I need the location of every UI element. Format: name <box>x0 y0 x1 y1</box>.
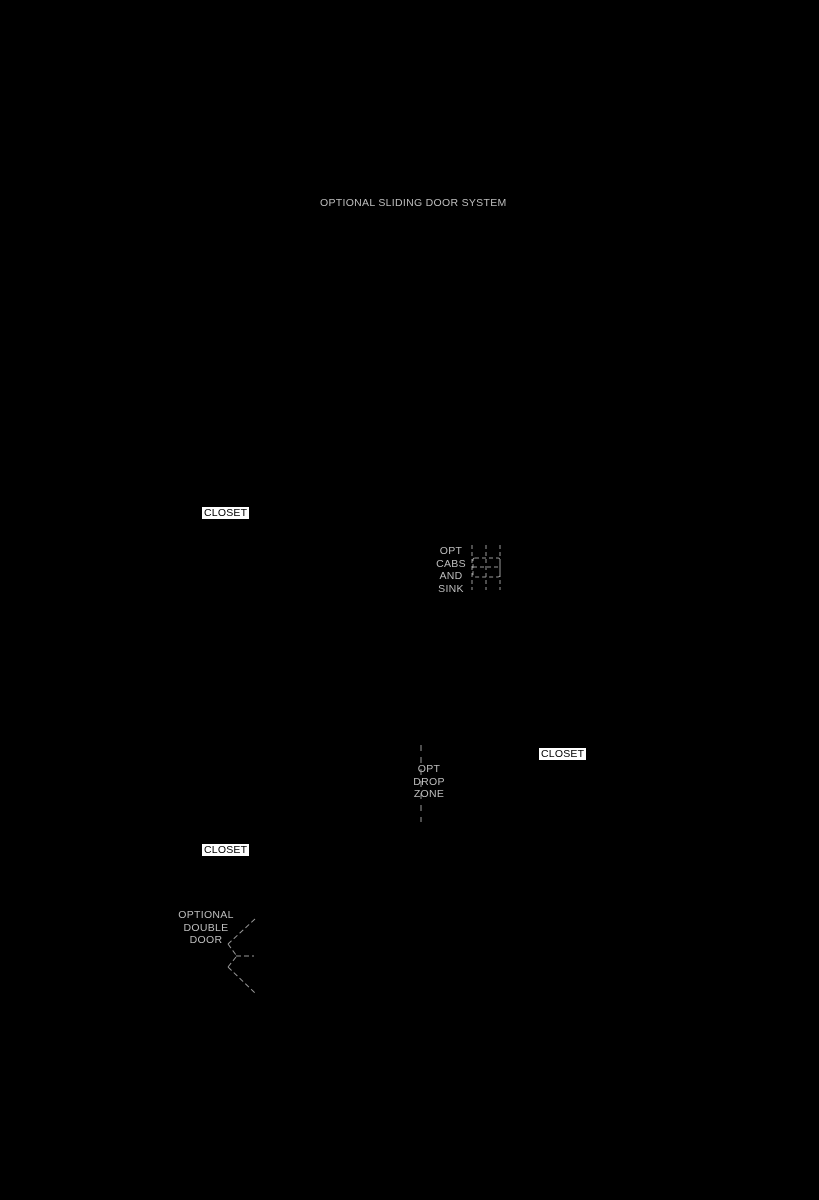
door-swing-upper <box>228 944 236 955</box>
closet-tag-upper-left: CLOSET <box>204 507 248 519</box>
closet-tag-right: CLOSET <box>541 748 585 760</box>
opt-drop-zone-line-2: DROP <box>413 775 445 788</box>
opt-drop-zone-line-1: OPT <box>417 763 441 775</box>
door-leaf-lower <box>228 967 255 993</box>
door-swing-lower <box>228 957 236 967</box>
optional-double-door-line-1: OPTIONAL <box>178 909 234 921</box>
optional-double-door-line-3: DOOR <box>189 934 223 946</box>
opt-cabs-sink-line-3: AND <box>439 570 463 582</box>
sliding-door-label: OPTIONAL SLIDING DOOR SYSTEM <box>320 197 507 209</box>
opt-drop-zone-line-3: ZONE <box>413 788 445 800</box>
opt-cabs-sink-line-1: OPT <box>439 545 463 557</box>
cabs-sink-symbol <box>472 545 500 590</box>
double-door-symbol <box>228 919 255 993</box>
optional-double-door-line-2: DOUBLE <box>183 921 229 934</box>
opt-cabs-sink-line-4: SINK <box>438 582 464 595</box>
opt-cabs-sink-line-2: CABS <box>436 557 466 570</box>
closet-tag-lower-left: CLOSET <box>204 844 248 856</box>
door-leaf-upper <box>228 919 255 944</box>
